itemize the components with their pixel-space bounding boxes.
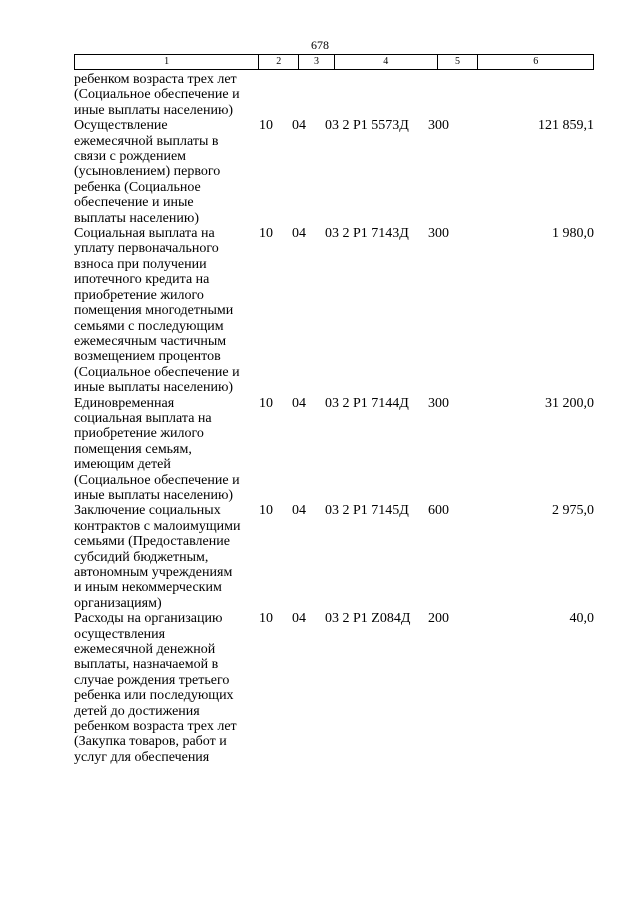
description-line: взноса при получении (74, 256, 207, 272)
description-line: помещения семьям, (74, 441, 192, 457)
description-line: Единовременная (74, 395, 175, 411)
column-number-5: 5 (437, 55, 478, 69)
description-line: (Социальное обеспечение и (74, 87, 240, 103)
description-line: уплату первоначального (74, 241, 219, 257)
description-line: случае рождения третьего (74, 672, 230, 688)
target-article-code: 03 2 Р1 Z084Д (325, 611, 411, 627)
description-line: ежемесячным частичным (74, 333, 227, 349)
row-description (74, 611, 258, 765)
description-line: ребенка или последующих (74, 688, 234, 704)
expense-type-code: 600 (428, 503, 449, 519)
description-line: ребенка (Социальное (74, 179, 201, 195)
description-line: семьями (Предоставление (74, 534, 230, 550)
expense-type-code: 300 (428, 226, 449, 242)
description-line: Расходы на организацию (74, 611, 223, 627)
description-line: детей до достижения (74, 703, 200, 719)
description-line: иные выплаты населению) (74, 487, 234, 503)
expense-type-code: 300 (428, 395, 449, 411)
description-line: услуг для обеспечения (74, 749, 210, 765)
description-line: Социальная выплата на (74, 226, 215, 242)
description-line: (усыновлением) первого (74, 164, 221, 180)
description-line: автономным учреждениям (74, 565, 233, 580)
section-code: 10 (259, 611, 273, 627)
row-description (74, 118, 258, 226)
description-line: помещения многодетными (74, 303, 234, 319)
amount-value: 31 200,0 (545, 395, 594, 411)
target-article-code: 03 2 Р1 7144Д (325, 395, 409, 411)
description-line: и иным некоммерческим (74, 580, 222, 596)
table-row (74, 72, 594, 118)
description-line: приобретение жилого (74, 287, 204, 303)
subsection-code: 04 (292, 118, 306, 134)
expense-type-code: 200 (428, 611, 449, 627)
amount-value: 2 975,0 (552, 503, 594, 519)
description-line: выплаты, назначаемой в (74, 657, 219, 673)
row-description (74, 226, 258, 395)
description-line: иные выплаты населению) (74, 102, 234, 118)
description-line: Заключение социальных (74, 503, 221, 519)
column-number-4: 4 (334, 55, 437, 69)
description-line: приобретение жилого (74, 426, 204, 442)
page-number: 678 (311, 38, 329, 52)
description-line: ежемесячной денежной (74, 642, 216, 658)
description-line: организациям) (74, 595, 162, 611)
target-article-code: 03 2 Р1 7145Д (325, 503, 409, 519)
description-line: контрактов с малоимущими (74, 518, 241, 534)
description-line: иные выплаты населению) (74, 380, 234, 396)
expense-type-code: 300 (428, 118, 449, 134)
table-row (74, 396, 594, 504)
description-line: (Закупка товаров, работ и (74, 734, 227, 750)
description-line: ребенком возраста трех лет (74, 72, 237, 87)
table-row (74, 503, 594, 611)
amount-value: 40,0 (569, 611, 594, 627)
description-line: выплаты населению) (74, 210, 199, 226)
table-row (74, 611, 594, 765)
description-line: ипотечного кредита на (74, 272, 210, 288)
target-article-code: 03 2 Р1 7143Д (325, 226, 409, 242)
description-line: семьями с последующим (74, 318, 224, 334)
subsection-code: 04 (292, 395, 306, 411)
column-number-6: 6 (477, 55, 593, 69)
description-line: Осуществление (74, 118, 168, 134)
target-article-code: 03 2 Р1 5573Д (325, 118, 409, 134)
description-line: ребенком возраста трех лет (74, 719, 237, 735)
section-code: 10 (259, 118, 273, 134)
section-code: 10 (259, 503, 273, 519)
row-description (74, 72, 258, 118)
table-row (74, 226, 594, 395)
description-line: ежемесячной выплаты в (74, 133, 219, 149)
budget-table-body (74, 72, 594, 765)
subsection-code: 04 (292, 503, 306, 519)
row-description (74, 396, 258, 504)
column-number-2: 2 (258, 55, 298, 69)
table-row (74, 118, 594, 226)
section-code: 10 (259, 226, 273, 242)
description-line: социальная выплата на (74, 410, 212, 426)
description-line: (Социальное обеспечение и (74, 364, 240, 380)
amount-value: 1 980,0 (552, 226, 594, 242)
row-description (74, 503, 258, 611)
description-line: связи с рождением (74, 149, 187, 165)
description-line: (Социальное обеспечение и (74, 472, 240, 488)
subsection-code: 04 (292, 611, 306, 627)
amount-value: 121 859,1 (538, 118, 594, 134)
description-line: имеющим детей (74, 457, 171, 473)
subsection-code: 04 (292, 226, 306, 242)
description-line: обеспечение и иные (74, 195, 194, 211)
description-line: осуществления (74, 626, 166, 642)
column-number-header (74, 54, 594, 70)
column-number-1: 1 (164, 56, 170, 67)
section-code: 10 (259, 395, 273, 411)
column-number-3: 3 (298, 55, 334, 69)
description-line: возмещением процентов (74, 349, 221, 365)
description-line: субсидий бюджетным, (74, 549, 209, 565)
